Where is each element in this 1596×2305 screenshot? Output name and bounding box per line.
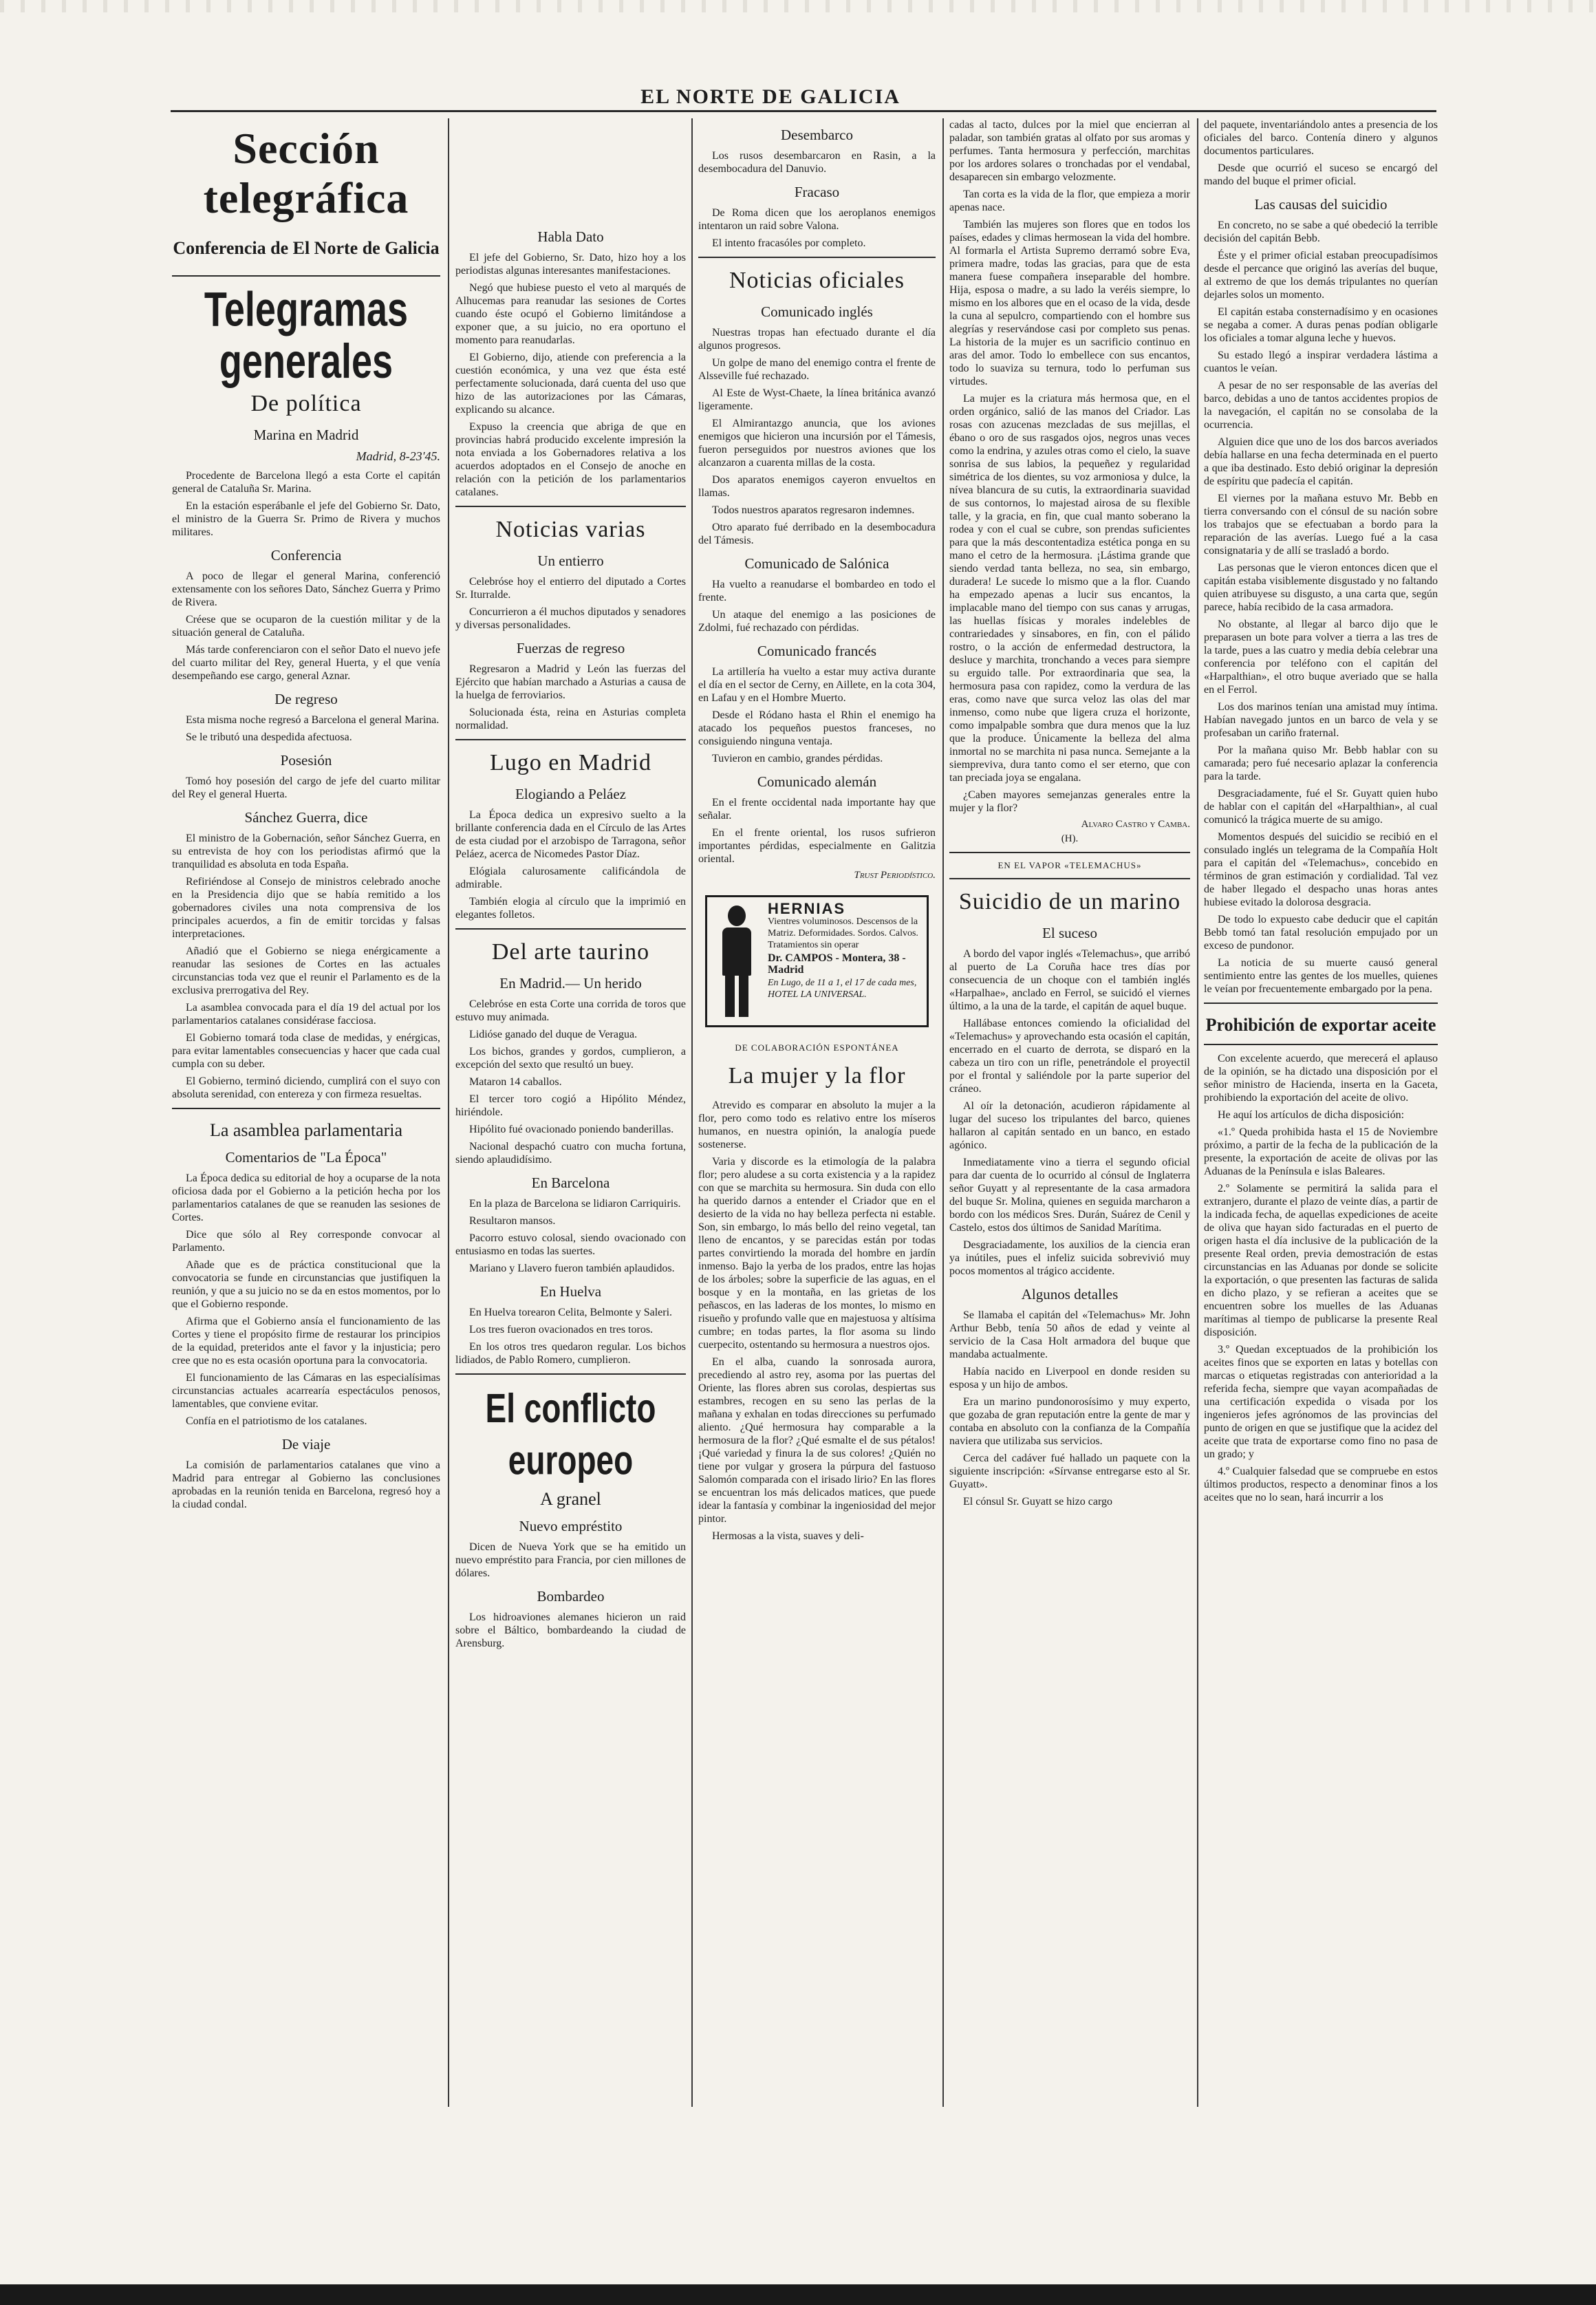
article-heading: La asamblea parlamentaria <box>209 1120 403 1140</box>
section-heading: Lugo en Madrid <box>490 750 651 775</box>
paragraph: En el frente occidental nada importante hay que señalar. <box>698 797 936 822</box>
paragraph: En concreto, no se sabe a qué obedeció la terrible decisión del capitán Bebb. <box>1204 219 1438 244</box>
paragraph: No obstante, al llegar al barco dijo que le preparasen un bote para volver a tierra a las tres de la tarde, pues a las cuatro y media debía celebrar una conferencia por teléfono con el capitán del «Harpalthian», el otro buque averiado que se halla en el Ferrol. <box>1204 619 1438 696</box>
paragraph: Dos aparatos enemigos cayeron envueltos en llamas. <box>698 474 936 499</box>
paragraph: Negó que hubiese puesto el veto al marqués de Alhucemas para reanudar las sesiones de Cortes cuando éste ocupó el Gobierno limitándose a exponer que, a su juicio, no era oportuno el momento para reanudarlas. <box>455 282 686 346</box>
paragraph: Cerca del cadáver fué hallado un paquete con la siguiente inscripción: «Sírvanse entregarse esto al Sr. Guyatt». <box>949 1452 1190 1490</box>
paragraph: También elogia al círculo que la imprimió en elegantes folletos. <box>455 896 686 921</box>
paragraph: Con excelente acuerdo, que merecerá el aplauso de la opinión, se ha dictado una disposición por el señor ministro de Hacienda, inserta en la Gaceta, prohibiendo la exportación del aceite de olivo. <box>1204 1053 1438 1104</box>
paragraph: El capitán estaba consternadísimo y en ocasiones se negaba a comer. A duras penas podían obligarle los oficiales a tomar alguna leche y huevos. <box>1204 306 1438 344</box>
paragraph: Dice que sólo al Rey corresponde convocar al Parlamento. <box>172 1229 440 1254</box>
article-heading: Las causas del suicidio <box>1254 196 1388 213</box>
divider <box>455 506 686 507</box>
column-3 <box>698 118 936 2114</box>
paragraph: Mariano y Llavero fueron también aplaudidos. <box>469 1263 675 1274</box>
paragraph: Atrevido es comparar en absoluto la mujer a la flor, pero como todo es relativo entre los míseros humanos, en nuestra opinión, la analogía puede sostenerse. <box>698 1100 936 1150</box>
paragraph: 4.º Cualquier falsedad que se compruebe en estos últimos productos, respecto a denominar finos a los aceites que no lo sean, hará incurrir a los <box>1204 1466 1438 1503</box>
paragraph: Éste y el primer oficial estaban preocupadísimos desde el percance que originó las averías del buque, al extremo de que los demás tripulantes no querían dejarles solos un momento. <box>1204 250 1438 301</box>
paragraph: Los tres fueron ovacionados en tres toros. <box>469 1324 654 1336</box>
paragraph: La comisión de parlamentarios catalanes que vino a Madrid para entregar al Gobierno las conclusiones aprobadas en la reunión tenida en Barcelona, regresó hoy a la ciudad condal. <box>172 1459 440 1510</box>
article-heading: Nuevo empréstito <box>519 1518 623 1534</box>
top-edge-marks <box>0 0 1596 12</box>
article-heading: En Madrid.— Un herido <box>499 975 642 991</box>
paragraph: En la estación esperábanle el jefe del Gobierno Sr. Dato, el ministro de la Guerra Sr. Primo de Rivera y muchos militares. <box>172 500 440 538</box>
paragraph: Varia y discorde es la etimología de la palabra flor; pero aludese a su corta existencia y a la rapidez con que se marchita su hermosura. Sin duda con ello ha querido darnos a entender el Criador que en el desierto de la vida no hay belleza perfecta ni estable. Son, sin embargo, lo más bello del reino vegetal, tan lleno de encantos, y se parecidas están por todas partes convirtiendo la morada del hombre en jardín inmenso. Bajo la yerba de los prados, entre las hojas de los árboles; sobre la superficie de las aguas, en el bosque y en la montaña, en las grietas de los peñascos, en las laderas de los montes, lo mismo en risueño y profundo valle que en majestuosa y altísima cumbre; en todas partes, la flor asoma su lindo cuerpecito, ostentando su hermosura a nuestros ojos. <box>698 1156 936 1351</box>
article-heading: Marina en Madrid <box>253 427 359 443</box>
paragraph: En el alba, cuando la sonrosada aurora, precediendo al astro rey, asoma por las puertas del Oriente, las flores abren sus corolas, despiertas sus estambres, recogen en su seno las perlas de la mañana y exhalan en todas direcciones su perfumado aliento. ¿Qué hermosura hay comparable a la hermosura de la flor? ¿Qué esmalte el de sus pétalos! ¡Qué variedad y finura la de sus colores! ¿Quién no tiene por vulgar y grosera la púrpura del fastuoso Salomón comparada con el irisado lirio? En las flores se encuentran los más delicados matices, que puede idear la fantasía y combinar la ingeniosidad del mejor pintor. <box>698 1356 936 1525</box>
column-rule <box>691 118 693 2107</box>
column-2 <box>455 118 686 2114</box>
bottom-edge-bar <box>0 2284 1596 2305</box>
paragraph: Hermosas a la vista, suaves y deli- <box>712 1530 864 1542</box>
section-heading: El conflicto europeo <box>485 1384 656 1483</box>
politics-heading: De política <box>250 391 362 416</box>
paragraph: Tomó hoy posesión del cargo de jefe del cuarto militar del Rey el general Huerta. <box>172 775 440 800</box>
paragraph: La noticia de su muerte causó general sentimiento entre las gentes de los muelles, quienes le veían por frecuentemente embargado por la pena. <box>1204 957 1438 995</box>
article-heading: De regreso <box>274 691 338 707</box>
telegrams-heading: Telegramas generales <box>204 283 409 389</box>
divider <box>455 739 686 740</box>
paragraph: El Gobierno tomará toda clase de medidas, y enérgicas, para evitar lamentables consecuencias y hacer que cada cual cumpla con su deber. <box>172 1032 440 1070</box>
paragraph: Por la mañana quiso Mr. Bebb hablar con su camarada; pero fué necesario aplazar la conferencia para la tarde. <box>1204 744 1438 782</box>
paragraph: Inmediatamente vino a tierra el segundo oficial para dar cuenta de lo ocurrido al cónsul de Inglaterra señor Guyatt y al representante de la casa armadora del buque Sr. Molina, quienes en seguida marcharon a bordo con los médicos Sres. Durán, Suárez de Cenil y Castelo, estos dos últimos de Sanidad Marítima. <box>949 1157 1190 1234</box>
article-heading: En Huelva <box>539 1283 602 1300</box>
paragraph: En Huelva torearon Celita, Belmonte y Saleri. <box>469 1307 673 1318</box>
running-head: EL NORTE DE GALICIA <box>640 85 901 108</box>
column-4 <box>949 118 1190 2114</box>
dateline: Madrid, 8-23'45. <box>356 449 440 463</box>
article-heading: De viaje <box>281 1436 331 1452</box>
paragraph: Los bichos, grandes y gordos, cumplieron, a excepción del sexto que resultó un buey. <box>455 1046 686 1071</box>
paragraph: Momentos después del suicidio se recibió en el consulado inglés un telegrama de la Compañía Holt para el capitán del «Telemachus», concebido en términos de gran estimación y cordialidad. Tal vez de haber llegado el despacho unas horas antes hubiese evitado la dolorosa desgracia. <box>1204 831 1438 908</box>
ad-title: HERNIAS <box>768 900 846 917</box>
article-heading: En Barcelona <box>531 1175 610 1191</box>
paragraph: He aquí los artículos de dicha disposición: <box>1218 1109 1405 1121</box>
divider <box>698 257 936 258</box>
paragraph: Resultaron mansos. <box>469 1215 556 1227</box>
man-figure-icon <box>713 903 761 1020</box>
paragraph: Al Este de Wyst-Chaete, la línea británica avanzó ligeramente. <box>698 387 936 412</box>
paragraph: El intento fracasóles por completo. <box>712 237 866 249</box>
divider <box>172 275 440 277</box>
paragraph: En el frente oriental, los rusos sufrieron importantes pérdidas, especialmente en Galitzia oriental. <box>698 827 936 865</box>
paragraph: Concurrieron a él muchos diputados y senadores y diversas personalidades. <box>455 606 686 631</box>
kicker: EN EL VAPOR «TELEMACHUS» <box>998 860 1142 870</box>
paragraph: Afirma que el Gobierno ansía el funcionamiento de las Cortes y tiene el propósito firme de restaurar los principios de la equidad, preteridos ante el favor y la injusticia; pero cree que no es esta ocasión oportuna para la convocatoria. <box>172 1316 440 1366</box>
paragraph: Elógiala calurosamente calificándola de admirable. <box>455 866 686 890</box>
paragraph: Desde que ocurrió el suceso se encargó del mando del buque el primer oficial. <box>1204 162 1438 187</box>
article-heading: Posesión <box>280 752 332 769</box>
paragraph: Dicen de Nueva York que se ha emitido un nuevo empréstito para Francia, por cien millones de dólares. <box>455 1541 686 1579</box>
article-heading: Sánchez Guerra, dice <box>244 809 368 826</box>
paragraph: Lidióse ganado del duque de Veragua. <box>469 1029 638 1040</box>
ad-doctor: Dr. CAMPOS - Montera, 38 - Madrid <box>768 952 906 976</box>
paragraph: Refiriéndose al Consejo de ministros celebrado anoche en la Presidencia dijo que se había remitido a los gobernadores civiles una nota comprensiva de los principales acuerdos, a fin de emitir torcidas y falsas interpretaciones. <box>172 876 440 940</box>
article-heading: A granel <box>540 1489 601 1509</box>
paragraph: La mujer es la criatura más hermosa que, en el orden orgánico, salió de las manos del Criador. Las rosas con azucenas mezcladas de sus mejillas, el ébano o oro de sus rasgados ojos, negros unas veces como la endrina, y azules otras como el cielo, la suave sonrisa de sus labios, la pequeñez y regularidad simétrica de los dientes, su voz armoniosa y dulce, la nívea blancura de su cutis, la extraordinaria suavidad de sus contornos, lo majestad airosa de su flexible talle, y la gracia, en fin, que cual manto soberano la rodea y con el cual se cubre, son prendas suficientes para que la más descontentadiza estética ponga en su mano el cetro de la hermosura. ¡Lástima grande que siendo verdad tanta belleza, no sea, sin embargo, duradera! Le sucede lo mismo que a la flor. Cuando ha empezado apenas a lucir sus encantos, la implacable mano del tiempo con sus canas y arrugas, las huellas físicas y morales indelebles de contrariedades y sinsabores, en fin, con el pálido rostro, o la acción de enfermedad destructora, la desluce y marchita, tronchando a veces para siempre su erguido talle. Por extraordinaria que sea, la hermosura pasa con rapidez, como la verdura de las eras, como nave que surca veloz las olas del mar inmenso, como nube que ligera cruza el horizonte, como impalpable sombra que dura menos que la luz que la produce. Únicamente la belleza del alma inmortal no se marchita ni pasa nunca. Semejante a la siempreviva, dura tanto como el ser eterno, que con tan preciada joya se engalana. <box>949 393 1190 784</box>
article-title: Prohibición de exportar aceite <box>1205 1015 1436 1035</box>
paragraph: del paquete, inventariándolo antes a presencia de los oficiales del barco. Contenía dinero y algunos documentos particulares. <box>1204 119 1438 157</box>
paragraph: Había nacido en Liverpool en donde residen su esposa y un hijo de ambos. <box>949 1366 1190 1391</box>
paragraph: Desgraciadamente, los auxilios de la ciencia eran ya inútiles, pues el infeliz suicida sobrevivió muy pocos momentos al trágico accidente. <box>949 1239 1190 1277</box>
divider <box>172 1108 440 1109</box>
paragraph: A poco de llegar el general Marina, conferenció extensamente con los señores Dato, Sánchez Guerra y Primo de Rivera. <box>172 570 440 608</box>
paragraph: «1.º Queda prohibida hasta el 15 de Noviembre próximo, a partir de la fecha de la publicación de la presente, la exportación de aceite de olivas por las Aduanas de la Península e islas Baleares. <box>1204 1126 1438 1177</box>
article-heading: Comunicado francés <box>757 643 877 659</box>
paragraph: Alguien dice que uno de los dos barcos averiados debía hallarse en una fecha determinada en el puerto a que iba destinado. Esto debió originar la depresión de espíritu que padecía el capitán. <box>1204 436 1438 487</box>
article-heading: Elogiando a Peláez <box>515 786 626 802</box>
paragraph: El viernes por la mañana estuvo Mr. Bebb en tierra conversando con el cónsul de su nación sobre los trabajos que se efectuaban a bordo para la reparación de las averías. Luego fué a la casa consignataria y de allí se trasladó a bordo. <box>1204 493 1438 557</box>
column-rule <box>1197 118 1198 2107</box>
section-title: Sección telegráfica <box>203 124 409 222</box>
article-title: La mujer y la flor <box>728 1063 906 1089</box>
article-heading: Comunicado alemán <box>757 773 877 790</box>
paragraph: El tercer toro cogió a Hipólito Méndez, hiriéndole. <box>455 1093 686 1118</box>
paragraph: ¿Caben mayores semejanzas generales entre la mujer y la flor? <box>949 789 1190 814</box>
paragraph: También las mujeres son flores que en todos los países, edades y climas hermosean la vida del hombre. Al formarla el Artista Supremo derramó sobre Eva, primera madre, todas las gracias, para que de esta manera fuese compañera inseparable del hombre. Hija, esposa o madre, a su lado la veréis siempre, lo mismo en los albores que en el ocaso de la vida, desde la cuna al sepulcro, compartiendo con el hombre sus alegrías y reservándose casi por completo sus penas. La historia de la mujer es un sacrificio continuo en aras del amor. Todo lo embellece con sus encantos, todo lo suaviza su ternura, todo lo perfuman sus virtudes. <box>949 219 1190 387</box>
paragraph: El Almirantazgo anuncia, que los aviones enemigos que hicieron una incursión por el Támesis, fueron perseguidos por nuestros aviones que los alcanzaron a cuarenta millas de la costa. <box>698 418 936 469</box>
paragraph: Mataron 14 caballos. <box>469 1076 562 1088</box>
paragraph: Desgraciadamente, fué el Sr. Guyatt quien hubo de hablar con el capitán del «Harpalthian», al cual comunicó la trágica muerte de su amigo. <box>1204 788 1438 826</box>
paragraph: Nuestras tropas han efectuado durante el día algunos progresos. <box>698 327 936 352</box>
paragraph: Los hidroaviones alemanes hicieron un raid sobre el Báltico, bombardeando la ciudad de Arensburg. <box>455 1611 686 1649</box>
paragraph: Regresaron a Madrid y León las fuerzas del Ejército que habían marchado a Asturias a causa de la huelga de ferroviarios. <box>455 663 686 701</box>
article-heading: Un entierro <box>537 553 604 569</box>
divider <box>1204 1003 1438 1004</box>
author-initial: (H). <box>1061 833 1079 844</box>
paragraph: El Gobierno, dijo, atiende con preferencia a la cuestión económica, y una vez que ésta esté perfectamente solucionada, dará cuenta del uso que hizo de las autorizaciones por las Cámaras, explicando su alcance. <box>455 352 686 416</box>
kicker: DE COLABORACIÓN ESPONTÁNEA <box>735 1042 899 1053</box>
paragraph: La asamblea convocada para el día 19 del actual por los parlamentarios catalanes considérase facciosa. <box>172 1002 440 1027</box>
paragraph: El jefe del Gobierno, Sr. Dato, hizo hoy a los periodistas algunas interesantes manifestaciones. <box>455 252 686 277</box>
paragraph: Un golpe de mano del enemigo contra el frente de Alsseville fué rechazado. <box>698 357 936 382</box>
paragraph: Procedente de Barcelona llegó a esta Corte el capitán general de Cataluña Sr. Marina. <box>172 470 440 495</box>
paragraph: Hipólito fué ovacionado poniendo banderillas. <box>469 1124 674 1135</box>
paragraph: Otro aparato fué derribado en la desembocadura del Támesis. <box>698 522 936 546</box>
paragraph: Todos nuestros aparatos regresaron indemnes. <box>712 504 915 516</box>
paragraph: El cónsul Sr. Guyatt se hizo cargo <box>963 1496 1112 1508</box>
article-heading: Desembarco <box>781 127 853 143</box>
paragraph: Ha vuelto a reanudarse el bombardeo en todo el frente. <box>698 579 936 603</box>
paragraph: Celebróse en esta Corte una corrida de toros que estuvo muy animada. <box>455 998 686 1023</box>
article-heading: Comunicado inglés <box>761 303 873 320</box>
article-heading: Comunicado de Salónica <box>744 555 889 572</box>
section-heading: Del arte taurino <box>491 939 650 965</box>
paragraph: Celebróse hoy el entierro del diputado a Cortes Sr. Iturralde. <box>455 576 686 601</box>
article-heading: Conferencia <box>270 547 342 564</box>
paragraph: En los otros tres quedaron regular. Los bichos lidiados, de Pablo Romero, cumplieron. <box>455 1341 686 1366</box>
paragraph: El ministro de la Gobernación, señor Sánchez Guerra, en su entrevista de hoy con los periodistas afirmó que la tranquilidad es absoluta en toda España. <box>172 833 440 870</box>
paragraph: Era un marino pundonorosísimo y muy experto, que gozaba de gran reputación entre la gente de mar y contaba en absoluto con la confianza de la Compañía naviera que utilizaba sus servicios. <box>949 1396 1190 1447</box>
column-rule <box>942 118 944 2107</box>
paragraph: La Época dedica su editorial de hoy a ocuparse de la nota oficiosa dada por el Gobierno a la petición hecha por los parlamentarios catalanes de que se reanuden las sesiones de Cortes. <box>172 1172 440 1223</box>
paragraph: Créese que se ocuparon de la cuestión militar y de la situación general de Cataluña. <box>172 614 440 639</box>
divider <box>949 852 1190 853</box>
paragraph: cadas al tacto, dulces por la miel que encierran al paladar, son también gratas al olfato por sus aromas y perfumes. Tanta hermosura y perfección, marchitas por los ardores solares o tronchadas por el vendabal, desaparecen sin embargo velozmente. <box>949 119 1190 183</box>
article-heading: Fracaso <box>794 184 840 200</box>
article-heading: Fuerzas de regreso <box>516 640 625 656</box>
paragraph: 2.º Solamente se permitirá la salida para el extranjero, durante el plazo de veinte días, a partir de la indicada fecha, de aquellas expediciones de aceite de oliva que hayan sido facturadas en el puerto de origen hasta el día inclusive de la publicación de la presente Real orden, previa demostración de estas circunstancias en las Aduanas por donde se solicite la exportación, o que presenten las facturas de salida en dicho plazo, y se refieran a aceites que se encuentren sobre los muelles de las Aduanas marítimas al tiempo de publicarse la presente Real disposición. <box>1204 1183 1438 1338</box>
paragraph: Hallábase entonces comiendo la oficialidad del «Telemachus» y aprovechando esta ocasión el capitán, encerrado en el cuarto de derrota, se disparó en la cabeza un tiro con un rifle, penetrándole el proyectil por el frontal y saliéndole por la parte superior del cráneo. <box>949 1018 1190 1095</box>
paragraph: La artillería ha vuelto a estar muy activa durante el día en el sector de Cerny, en Aillete, en la cota 304, en Lafau y en el Hombre Muerto. <box>698 666 936 704</box>
article-heading: Bombardeo <box>537 1588 605 1605</box>
article-heading: El suceso <box>1042 925 1097 941</box>
article-title: Suicidio de un marino <box>958 889 1181 914</box>
paragraph: El funcionamiento de las Cámaras en las especialísimas circunstancias actuales acarrearía espectáculos penosos, lamentables, que conviene evitar. <box>172 1372 440 1410</box>
divider <box>949 878 1190 879</box>
section-subtitle: Conferencia de El Norte de Galicia <box>173 238 440 258</box>
signature: Trust Periodístico. <box>854 870 936 881</box>
paragraph: Las personas que le vieron entonces dicen que el capitán estaba visiblemente disgustado y no faltando quien atribuyese su disgusto, a una carta que, según parece, había recibido de la casa armadora. <box>1204 562 1438 613</box>
divider <box>1204 1044 1438 1045</box>
paragraph: Solucionada ésta, reina en Asturias completa normalidad. <box>455 707 686 731</box>
section-heading: Noticias varias <box>495 517 646 542</box>
ad-text: Vientres voluminosos. Descensos de la Matriz. Deformidades. Sordos. Calvos. Tratamientos sin operar <box>768 916 918 950</box>
paragraph: Tan corta es la vida de la flor, que empieza a morir apenas nace. <box>949 189 1190 213</box>
divider <box>455 1373 686 1375</box>
paragraph: Añade que es de práctica constitucional que la convocatoria se funde en circunstancias que justifiquen la reunión, y que a su juicio no se da en estos momentos, por lo que el Gobierno responde. <box>172 1259 440 1310</box>
paragraph: Su estado llegó a inspirar verdadera lástima a cuantos le veían. <box>1204 350 1438 374</box>
paragraph: A pesar de no ser responsable de las averías del barco, debidas a uno de tantos accidentes propios de la navegación, el capitán no se consolaba de la ocurrencia. <box>1204 380 1438 431</box>
hernias-advertisement <box>705 895 929 1027</box>
paragraph: Se le tributó una despedida afectuosa. <box>186 731 352 743</box>
ad-location: En Lugo, de 11 a 1, el 17 de cada mes, HOTEL LA UNIVERSAL. <box>768 978 917 1000</box>
paragraph: Esta misma noche regresó a Barcelona el general Marina. <box>186 714 440 726</box>
paragraph: De todo lo expuesto cabe deducir que el capitán Bebb tomó tan fatal resolución empujado por un exceso de pundonor. <box>1204 914 1438 952</box>
paragraph: Expuso la creencia que abriga de que en provincias habrá producido excelente impresión la nota enviada a los Gobernadores relativa a los acuerdos adoptados en el Consejo de anoche en relación con la petición de los parlamentarios catalanes. <box>455 421 686 498</box>
paragraph: Se llamaba el capitán del «Telemachus» Mr. John Arthur Bebb, tenía 50 años de edad y veinte al servicio de la Casa Holt armadora del buque que mandaba actualmente. <box>949 1309 1190 1360</box>
column-5 <box>1204 118 1438 2114</box>
section-heading: Noticias oficiales <box>729 268 905 293</box>
paragraph: Un ataque del enemigo a las posiciones de Zdolmi, fué rechazado con pérdidas. <box>698 609 936 634</box>
paragraph: Desde el Ródano hasta el Rhin el enemigo ha atacado los pequeños puestos franceses, no consiguiendo ninguna ventaja. <box>698 709 936 747</box>
paragraph: El Gobierno, terminó diciendo, cumplirá con el suyo con absoluta serenidad, con entereza y con firmeza resueltas. <box>172 1075 440 1100</box>
paragraph: Los dos marinos tenían una amistad muy íntima. Habían navegado juntos en un barco de vela y se profesaban un cariño fraternal. <box>1204 701 1438 739</box>
author-signature: Alvaro Castro y Camba. <box>1081 819 1190 830</box>
article-heading: Comentarios de "La Época" <box>225 1149 387 1166</box>
header-rule <box>171 110 1436 112</box>
paragraph: Más tarde conferenciaron con el señor Dato el nuevo jefe del cuarto militar del Rey, general Huerta, y el que venía desempeñando ese cargo, general Aznar. <box>172 644 440 682</box>
paragraph: La Época dedica un expresivo suelto a la brillante conferencia dada en el Círculo de las Artes de esta ciudad por el arzobispo de Tarragona, señor Peláez, acerca de Nicomedes Pastor Díaz. <box>455 809 686 860</box>
article-heading: Algunos detalles <box>1021 1286 1119 1302</box>
divider <box>455 928 686 930</box>
paragraph: De Roma dicen que los aeroplanos enemigos intentaron un raid sobre Valona. <box>698 207 936 232</box>
paragraph: 3.º Quedan exceptuados de la prohibición los aceites finos que se exporten en latas y botellas con marcas o etiquetas registradas con anterioridad a la referida fecha, siempre que vayan acompañadas de una certificación expedida o visada por los ingenieros jefes agrónomos de las provincias del punto de origen en que se justifique que la acidez del aceite que trata de exportarse como fino no pasa de un grado; y <box>1204 1344 1438 1460</box>
paragraph: Nacional despachó cuatro con mucha fortuna, siendo aplaudidísimo. <box>455 1141 686 1166</box>
paragraph: Confía en el patriotismo de los catalanes. <box>186 1415 367 1427</box>
paragraph: Al oír la detonación, acudieron rápidamente al lugar del suceso los tripulantes del barco, quienes hallaron al capitán sentado en un banco, en estado agónico. <box>949 1100 1190 1151</box>
column-1 <box>172 118 440 2127</box>
column-rule <box>448 118 449 2107</box>
paragraph: Pacorro estuvo colosal, siendo ovacionado con entusiasmo en todas las suertes. <box>455 1232 686 1257</box>
paragraph: Los rusos desembarcaron en Rasin, a la desembocadura del Danuvio. <box>698 150 936 175</box>
paragraph: En la plaza de Barcelona se lidiaron Carriquiris. <box>469 1198 681 1210</box>
paragraph: Tuvieron en cambio, grandes pérdidas. <box>712 753 883 764</box>
article-heading: Habla Dato <box>537 228 604 245</box>
paragraph: A bordo del vapor inglés «Telemachus», que arribó al puerto de La Coruña hace tres días por consecuencia de un choque con el también inglés «Harpalhae», anclado en Ferrol, se suicidó el viernes último, a la una de la tarde, el capitán de aquel buque. <box>949 948 1190 1012</box>
paragraph: Añadió que el Gobierno se niega enérgicamente a reanudar las sesiones de Cortes en las actuales circunstancias toda vez que el reunir el Parlamento es de la exclusiva prerrogativa del Rey. <box>172 945 440 996</box>
